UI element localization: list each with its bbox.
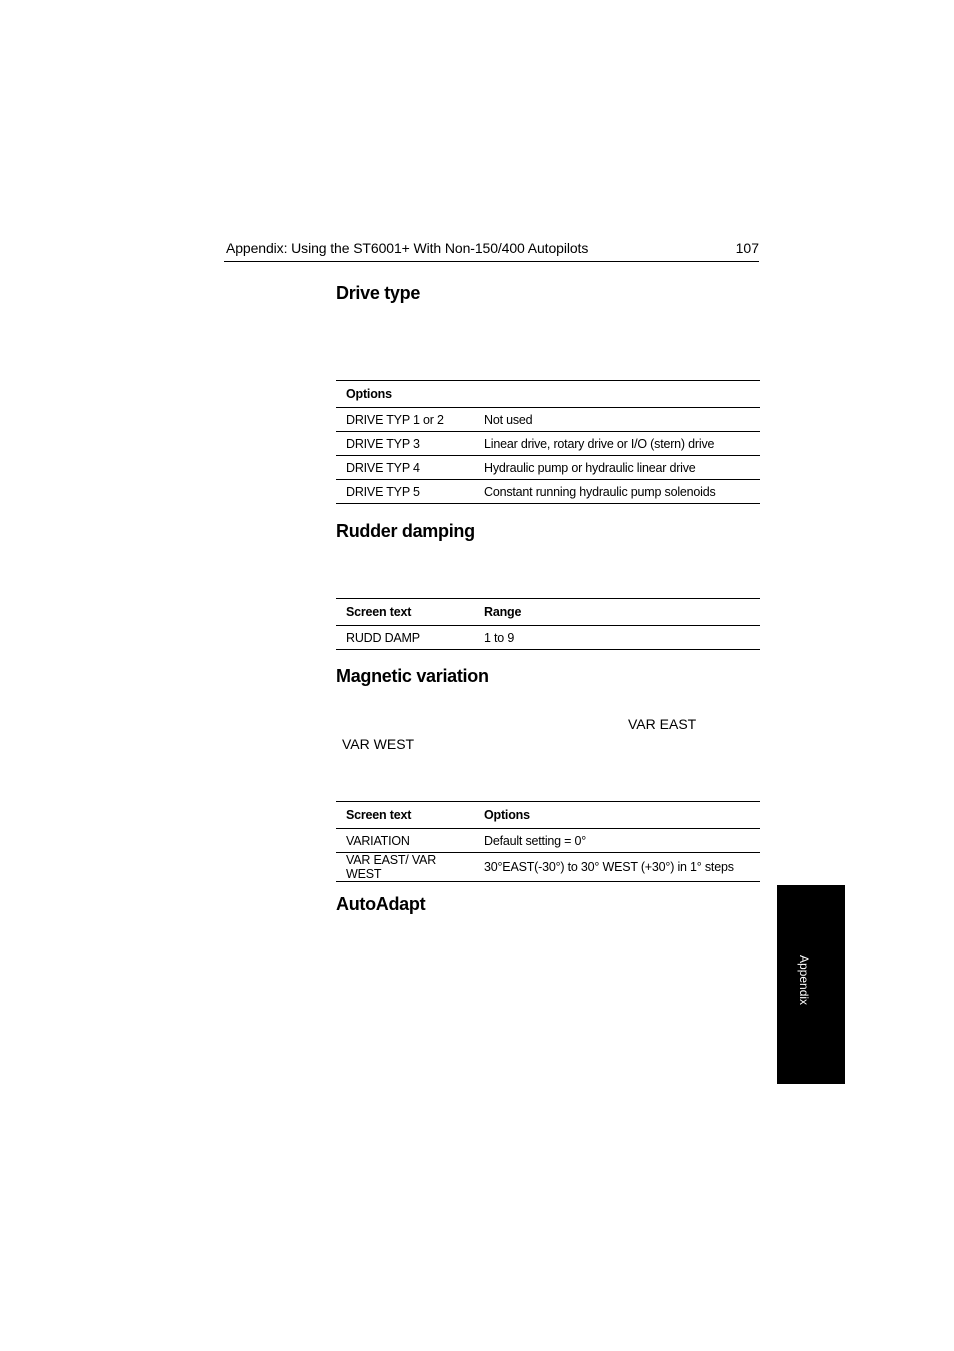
drive-type-table <box>336 380 760 504</box>
table-cell: DRIVE TYP 5 <box>336 480 474 504</box>
table-cell: DRIVE TYP 3 <box>336 432 474 456</box>
table-cell: Hydraulic pump or hydraulic linear drive <box>474 456 760 480</box>
table-header-row <box>336 381 760 408</box>
table-cell: Not used <box>474 408 760 432</box>
var-west-text: VAR WEST <box>342 736 415 752</box>
table-row <box>336 408 760 432</box>
var-east-text: VAR EAST <box>628 716 697 732</box>
table-cell: Linear drive, rotary drive or I/O (stern) drive <box>474 432 760 456</box>
table-cell: Default setting = 0° <box>474 829 760 853</box>
table-cell: RUDD DAMP <box>336 626 474 650</box>
table-row <box>336 626 760 650</box>
table-cell: DRIVE TYP 4 <box>336 456 474 480</box>
page-number: 107 <box>735 240 759 256</box>
table-cell: Constant running hydraulic pump solenoids <box>474 480 760 504</box>
rudder-damping-table <box>336 598 760 650</box>
table-cell: 30°EAST(-30°) to 30° WEST (+30°) in 1° steps <box>474 853 760 882</box>
table-cell: DRIVE TYP 1 or 2 <box>336 408 474 432</box>
heading-drive-type: Drive type <box>336 283 421 303</box>
heading-magnetic-variation: Magnetic variation <box>336 666 489 686</box>
column-header: Range <box>474 599 760 626</box>
column-header <box>474 381 760 408</box>
running-header-title: Appendix: Using the ST6001+ With Non-150/400 Autopilots <box>226 240 589 256</box>
table-header-row <box>336 802 760 829</box>
appendix-side-tab <box>777 885 845 1084</box>
table-row <box>336 480 760 504</box>
magnetic-variation-table <box>336 801 760 882</box>
table-cell: VARIATION <box>336 829 474 853</box>
table-row <box>336 456 760 480</box>
heading-autoadapt: AutoAdapt <box>336 894 426 914</box>
column-header: Screen text <box>336 599 474 626</box>
side-tab-label: Appendix <box>797 955 811 1006</box>
running-header <box>224 238 759 262</box>
column-header: Options <box>474 802 760 829</box>
table-header-row <box>336 599 760 626</box>
heading-rudder-damping: Rudder damping <box>336 521 475 541</box>
table-cell: VAR EAST/ VAR WEST <box>336 853 474 882</box>
column-header: Options <box>336 381 474 408</box>
column-header: Screen text <box>336 802 474 829</box>
table-cell: 1 to 9 <box>474 626 760 650</box>
table-row <box>336 829 760 853</box>
table-row <box>336 432 760 456</box>
table-row <box>336 853 760 882</box>
